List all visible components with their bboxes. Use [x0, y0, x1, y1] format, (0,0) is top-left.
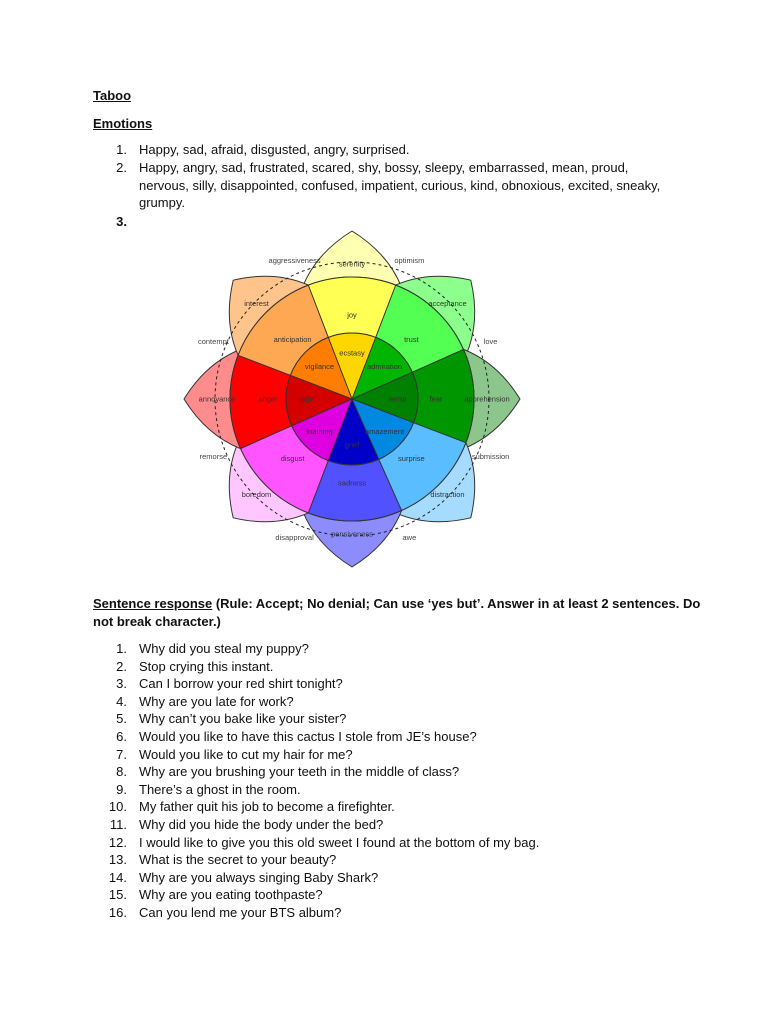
question-number: 8.: [116, 764, 127, 780]
emotion-list-number: 2.: [116, 160, 127, 175]
question-text: I would like to give you this old sweet I found at the bottom of my bag.: [139, 834, 540, 850]
wheel-label-primary-emotion: fear: [429, 394, 443, 404]
wheel-label-primary-emotion: sadness: [338, 478, 366, 488]
question-text: Why did you hide the body under the bed?: [139, 817, 384, 832]
question-text: Stop crying this instant.: [139, 658, 274, 674]
wheel-label-primary-emotion: joy: [347, 310, 357, 320]
wheel-label-dyad: optimism: [394, 255, 425, 265]
wheel-label-outer-emotion: apprehension: [464, 394, 510, 404]
wheel-label-dyad: awe: [402, 533, 417, 543]
wheel-label-outer-emotion: pensiveness: [331, 529, 373, 539]
wheel-label-primary-emotion: trust: [404, 335, 419, 345]
wheel-label-inner-emotion: vigilance: [304, 362, 335, 371]
wheel-label-inner-emotion: grief: [344, 440, 360, 450]
question-number: 11.: [109, 817, 127, 832]
wheel-label-primary-emotion: anger: [258, 394, 278, 404]
plutchik-emotion-wheel: [160, 228, 540, 573]
wheel-label-dyad: contempt: [197, 337, 229, 347]
question-number: 15.: [108, 887, 127, 903]
question-text: What is the secret to your beauty?: [139, 852, 337, 868]
question-text: Why are you late for work?: [139, 693, 294, 709]
question-text: Why are you eating toothpaste?: [139, 887, 323, 903]
question-number: 5.: [116, 711, 127, 727]
sentence-response-heading: [93, 595, 700, 612]
wheel-label-inner-emotion: rage: [298, 394, 314, 404]
wheel-label-dyad: disapproval: [275, 533, 314, 543]
emotion-list-text: Happy, sad, afraid, disgusted, angry, surprised.: [139, 142, 410, 157]
question-number: 6.: [116, 729, 127, 744]
question-text: Can you lend me your BTS album?: [139, 905, 342, 920]
wheel-label-outer-emotion: serenity: [338, 259, 366, 269]
question-text: Why did you steal my puppy?: [139, 641, 309, 656]
wheel-label-outer-emotion: distraction: [430, 490, 465, 499]
wheel-label-dyad: aggressiveness: [268, 255, 321, 265]
emotion-list-number: 3.: [116, 214, 127, 229]
wheel-label-dyad: remorse: [199, 451, 228, 461]
wheel-label-primary-emotion: anticipation: [273, 335, 312, 345]
question-number: 7.: [116, 746, 127, 762]
emotion-list-number: 1.: [116, 142, 127, 157]
question-text: Why can’t you bake like your sister?: [139, 711, 347, 727]
wheel-label-inner-emotion: terror: [389, 394, 407, 404]
question-number: 4.: [116, 693, 127, 709]
question-number: 1.: [116, 641, 127, 656]
wheel-label-outer-emotion: acceptance: [428, 299, 467, 308]
question-text: Why are you always singing Baby Shark?: [139, 869, 379, 885]
question-text: My father quit his job to become a firefighter.: [139, 799, 395, 815]
question-number: 3.: [116, 676, 127, 692]
wheel-label-outer-emotion: interest: [244, 299, 269, 308]
wheel-label-dyad: submission: [471, 451, 510, 461]
wheel-label-inner-emotion: admiration: [366, 362, 403, 371]
wheel-label-primary-emotion: surprise: [398, 453, 425, 463]
question-text: Can I borrow your red shirt tonight?: [139, 676, 343, 692]
wheel-label-outer-emotion: boredom: [241, 490, 272, 499]
question-text: There’s a ghost in the room.: [139, 781, 301, 797]
question-number: 14.: [108, 869, 127, 885]
question-number: 16.: [108, 905, 127, 920]
section-heading-emotions: Emotions: [93, 116, 153, 131]
emotion-list-text: nervous, silly, disappointed, confused, impatient, curious, kind, obnoxious, excited, sneaky,: [139, 177, 661, 193]
wheel-label-inner-emotion: loathing: [306, 427, 333, 436]
question-number: 13.: [108, 852, 127, 868]
document-title: Taboo: [93, 88, 132, 103]
wheel-label-dyad: love: [483, 337, 498, 347]
sentence-rule-line1: (Rule: Accept; No denial; Can use ‘yes but’. Answer in at least 2 sentences. Do: [212, 596, 701, 611]
wheel-label-inner-emotion: ecstasy: [339, 348, 365, 358]
question-number: 2.: [116, 658, 127, 674]
question-text: Why are you brushing your teeth in the middle of class?: [139, 764, 460, 780]
question-text: Would you like to cut my hair for me?: [139, 746, 353, 762]
question-number: 12.: [108, 834, 127, 850]
emotion-list-text: grumpy.: [139, 195, 185, 210]
question-number: 9.: [116, 781, 127, 797]
question-number: 10.: [108, 799, 127, 815]
emotion-list-text: Happy, angry, sad, frustrated, scared, shy, bossy, sleepy, embarrassed, mean, proud,: [139, 160, 629, 175]
section-heading-sentence: Sentence response: [93, 596, 213, 611]
wheel-label-outer-emotion: annoyance: [198, 394, 236, 404]
sentence-rule-line2: not break character.): [93, 614, 221, 629]
question-text: Would you like to have this cactus I stole from JE’s house?: [139, 729, 477, 744]
wheel-label-primary-emotion: disgust: [280, 453, 305, 463]
wheel-label-inner-emotion: amazement: [364, 427, 405, 436]
